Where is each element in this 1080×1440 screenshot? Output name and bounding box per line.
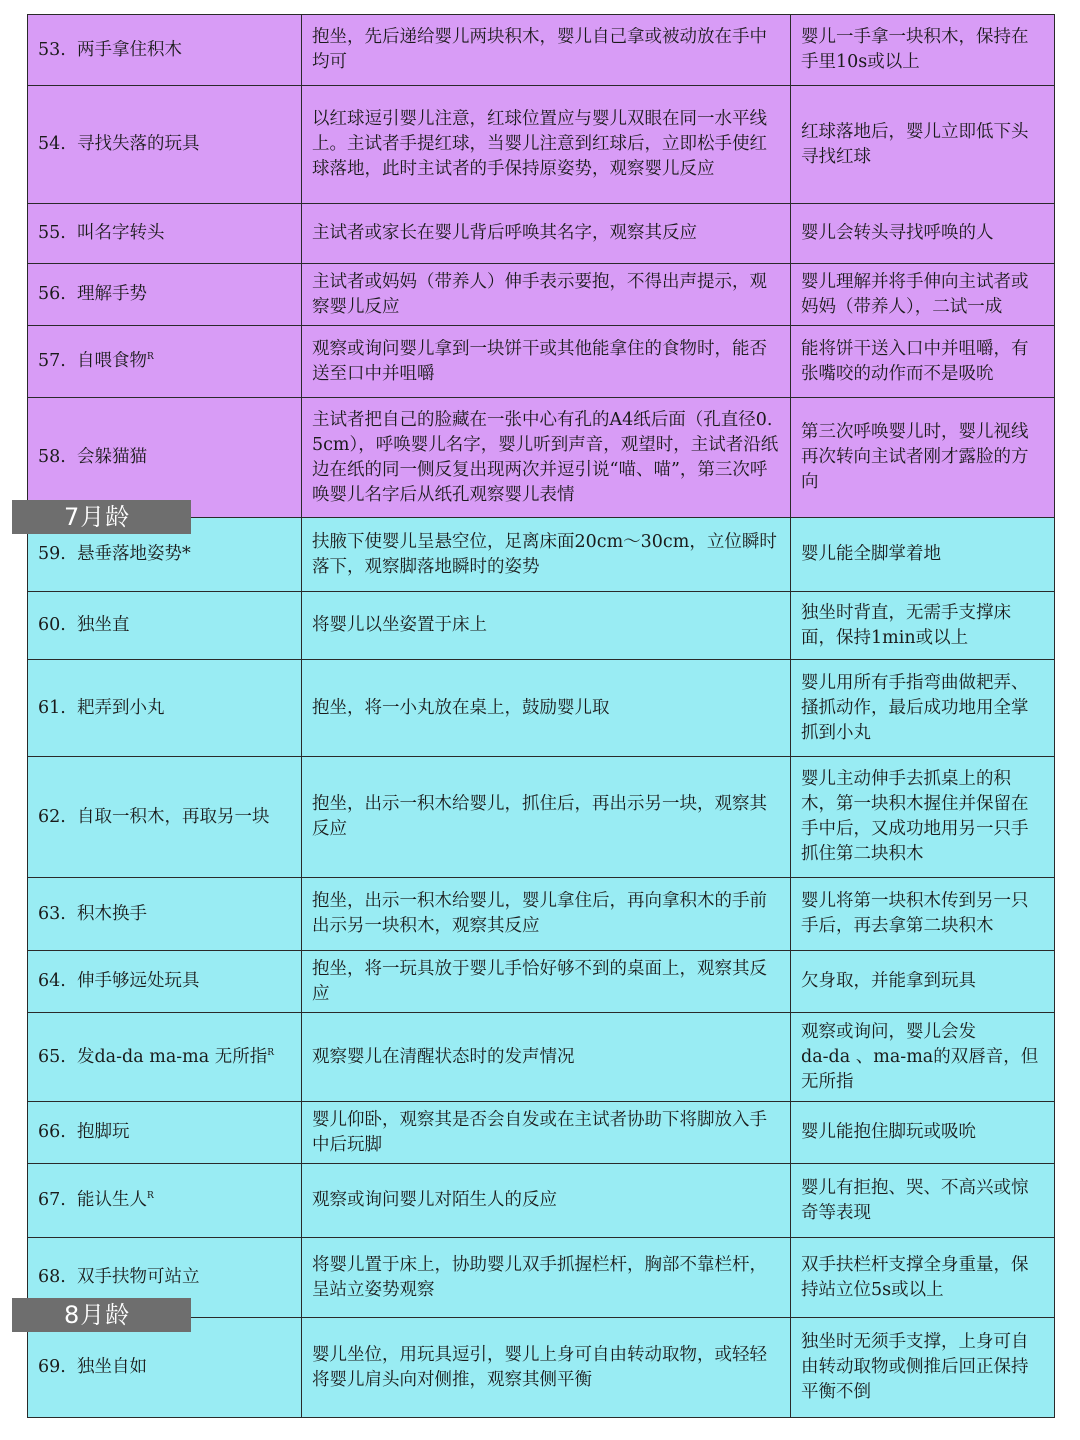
method-cell: 抱坐，将一玩具放于婴儿手恰好够不到的桌面上，观察其反应 — [302, 951, 791, 1013]
table-row — [28, 326, 1055, 398]
r-mark: R — [267, 1047, 275, 1058]
item-cell: 54. 寻找失落的玩具 — [28, 86, 302, 204]
criteria-cell: 婴儿能全脚掌着地 — [791, 518, 1055, 592]
table-row — [28, 1318, 1055, 1418]
criteria-cell: 婴儿理解并将手伸向主试者或妈妈（带养人），二试一成 — [791, 264, 1055, 326]
method-cell: 婴儿坐位，用玩具逗引，婴儿上身可自由转动取物，或轻轻将婴儿肩头向对侧推，观察其侧平衡 — [302, 1318, 791, 1418]
criteria-cell — [791, 1013, 1055, 1102]
criteria-cell: 婴儿主动伸手去抓桌上的积木，第一块积木握住并保留在手中后，又成功地用另一只手抓住第二块积木 — [791, 757, 1055, 878]
item-cell: 58. 会躲猫猫 — [28, 398, 302, 518]
criteria-cell: 独坐时无须手支撑，上身可自由转动取物或侧推后回正保持平衡不倒 — [791, 1318, 1055, 1418]
assessment-table — [27, 14, 1055, 1418]
method-cell: 观察或询问婴儿对陌生人的反应 — [302, 1164, 791, 1238]
method-cell: 抱坐，出示一积木给婴儿，婴儿拿住后，再向拿积木的手前出示另一块积木，观察其反应 — [302, 878, 791, 951]
table-row — [28, 757, 1055, 878]
method-cell: 婴儿仰卧，观察其是否会自发或在主试者协助下将脚放入手中后玩脚 — [302, 1102, 791, 1164]
table-row — [28, 1164, 1055, 1238]
criteria-cell: 婴儿会转头寻找呼唤的人 — [791, 204, 1055, 264]
item-cell: 57. 自喂食物$^R$ — [28, 326, 302, 398]
table-row — [28, 86, 1055, 204]
table-row — [28, 660, 1055, 757]
item-cell: 56. 理解手势 — [28, 264, 302, 326]
table-row — [28, 951, 1055, 1013]
item-cell: 55. 叫名字转头 — [28, 204, 302, 264]
method-cell: 扶腋下使婴儿呈悬空位，足离床面20cm～30cm，立位瞬时落下，观察脚落地瞬时的姿势 — [302, 518, 791, 592]
method-cell: 抱坐，将一小丸放在桌上，鼓励婴儿取 — [302, 660, 791, 757]
item-cell: 60. 独坐直 — [28, 592, 302, 660]
method-cell: 抱坐，先后递给婴儿两块积木，婴儿自己拿或被动放在手中均可 — [302, 15, 791, 86]
criteria-cell: 婴儿有拒抱、哭、不高兴或惊奇等表现 — [791, 1164, 1055, 1238]
criteria-cell: 婴儿一手拿一块积木，保持在手里10s或以上 — [791, 15, 1055, 86]
criteria-cell: 婴儿用所有手指弯曲做耙弄、搔抓动作，最后成功地用全掌抓到小丸 — [791, 660, 1055, 757]
method-cell: 将婴儿以坐姿置于床上 — [302, 592, 791, 660]
criteria-cell: 独坐时背直，无需手支撑床面，保持1min或以上 — [791, 592, 1055, 660]
item-cell: 67. 能认生人$^R$ — [28, 1164, 302, 1238]
table-row — [28, 878, 1055, 951]
table-row — [28, 1102, 1055, 1164]
criteria-line: 无所指 — [801, 1071, 854, 1092]
method-cell: 抱坐，出示一积木给婴儿，抓住后，再出示另一块，观察其反应 — [302, 757, 791, 878]
item-cell: 63. 积木换手 — [28, 878, 302, 951]
item-cell: 69. 独坐自如 — [28, 1318, 302, 1418]
criteria-line: 观察或询问，婴儿会发 — [801, 1021, 976, 1042]
item-cell: 65. 发da-da ma-ma 无所指$^R$ — [28, 1013, 302, 1102]
method-cell: 主试者或家长在婴儿背后呼唤其名字，观察其反应 — [302, 204, 791, 264]
age-label-8-months: 8月龄 — [12, 1298, 191, 1332]
item-cell: 53. 两手拿住积木 — [28, 15, 302, 86]
table-row — [28, 264, 1055, 326]
criteria-line: da-da 、ma-ma的双唇音，但 — [801, 1046, 1039, 1067]
table-row — [28, 592, 1055, 660]
criteria-cell: 婴儿能抱住脚玩或吸吮 — [791, 1102, 1055, 1164]
r-mark: R — [146, 1191, 154, 1202]
table-row — [28, 1013, 1055, 1102]
criteria-cell: 婴儿将第一块积木传到另一只手后，再去拿第二块积木 — [791, 878, 1055, 951]
age-label-7-months: 7月龄 — [12, 500, 191, 534]
criteria-cell: 能将饼干送入口中并咀嚼，有张嘴咬的动作而不是吸吮 — [791, 326, 1055, 398]
item-cell: 62. 自取一积木，再取另一块 — [28, 757, 302, 878]
item-cell: 66. 抱脚玩 — [28, 1102, 302, 1164]
method-cell: 观察婴儿在清醒状态时的发声情况 — [302, 1013, 791, 1102]
method-cell: 主试者或妈妈（带养人）伸手表示要抱，不得出声提示，观察婴儿反应 — [302, 264, 791, 326]
item-cell: 68. 双手扶物可站立 — [28, 1238, 302, 1318]
item-cell: 59. 悬垂落地姿势* — [28, 518, 302, 592]
item-cell: 64. 伸手够远处玩具 — [28, 951, 302, 1013]
criteria-cell: 第三次呼唤婴儿时，婴儿视线再次转向主试者刚才露脸的方向 — [791, 398, 1055, 518]
table-row — [28, 204, 1055, 264]
criteria-cell: 红球落地后，婴儿立即低下头寻找红球 — [791, 86, 1055, 204]
item-cell: 61. 耙弄到小丸 — [28, 660, 302, 757]
method-cell: 观察或询问婴儿拿到一块饼干或其他能拿住的食物时，能否送至口中并咀嚼 — [302, 326, 791, 398]
criteria-cell: 欠身取，并能拿到玩具 — [791, 951, 1055, 1013]
table-row — [28, 15, 1055, 86]
method-cell: 以红球逗引婴儿注意，红球位置应与婴儿双眼在同一水平线上。主试者手提红球，当婴儿注意到红球后，立即松手使红球落地，此时主试者的手保持原姿势，观察婴儿反应 — [302, 86, 791, 204]
method-cell: 将婴儿置于床上，协助婴儿双手抓握栏杆，胸部不靠栏杆，呈站立姿势观察 — [302, 1238, 791, 1318]
method-cell: 主试者把自己的脸藏在一张中心有孔的A4纸后面（孔直径0.5cm），呼唤婴儿名字，婴儿听到声音，观望时，主试者沿纸边在纸的同一侧反复出现两次并逗引说“喵、喵”，第三次呼唤婴儿名字后从纸孔观察婴儿表情 — [302, 398, 791, 518]
r-mark: R — [146, 352, 154, 363]
criteria-cell: 双手扶栏杆支撑全身重量，保持站立位5s或以上 — [791, 1238, 1055, 1318]
